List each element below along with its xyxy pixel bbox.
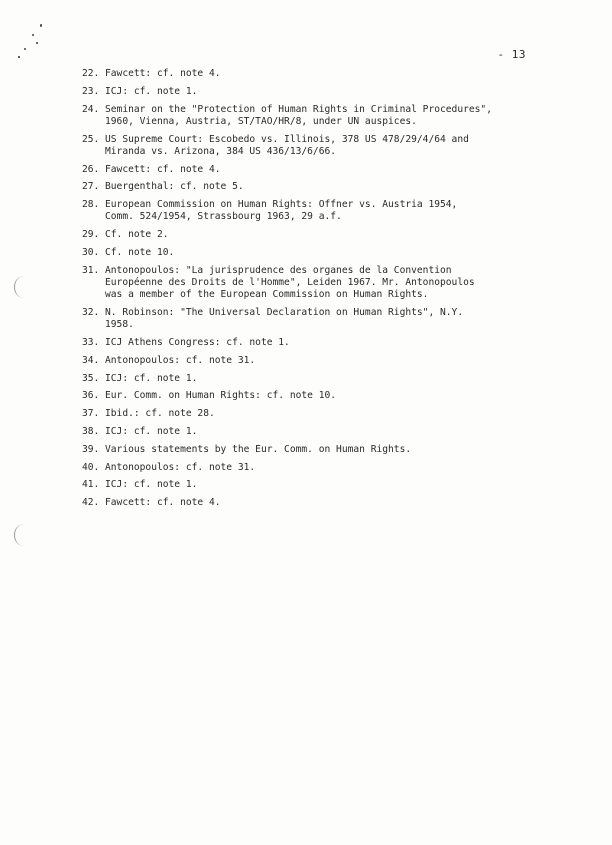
endnote-number: 36. (82, 390, 100, 402)
endnote-item (82, 497, 522, 509)
endnote-item (82, 426, 522, 438)
endnote-number: 42. (82, 497, 100, 509)
endnote-number: 41. (82, 479, 100, 491)
punch-hole-mark-upper (14, 276, 33, 298)
endnote-text: Buergenthal: cf. note 5. (105, 181, 244, 193)
endnote-text: Cf. note 10. (105, 246, 175, 258)
endnotes-list (82, 68, 522, 515)
endnote-item (82, 408, 522, 420)
endnote-text: Antonopoulos: cf. note 31. (105, 354, 256, 366)
endnote-number: 37. (82, 408, 100, 420)
endnote-item (82, 355, 522, 367)
endnote-number: 25. (82, 133, 100, 145)
endnote-text: European Commission on Human Rights: Offner vs. Austria 1954, Comm. 524/1954, Strassbourg 1963, 29 a.f. (105, 199, 458, 223)
endnote-text: Seminar on the "Protection of Human Rights in Criminal Procedures", 1960, Vienna, Austria, ST/TAO/HR/8, under UN auspices. (105, 103, 492, 127)
endnote-item (82, 134, 522, 158)
endnote-number: 24. (82, 103, 100, 115)
endnote-number: 32. (82, 306, 100, 318)
endnote-item (82, 164, 522, 176)
punch-hole-mark-lower (14, 524, 33, 546)
page-number: - 13 (497, 48, 526, 61)
endnote-number: 29. (82, 229, 100, 241)
endnote-text: Antonopoulos: cf. note 31. (105, 461, 256, 473)
endnote-item (82, 229, 522, 241)
endnote-item (82, 462, 522, 474)
endnote-text: Fawcett: cf. note 4. (105, 163, 221, 175)
endnote-number: 22. (82, 68, 100, 79)
endnote-item (82, 181, 522, 193)
endnote-text: Various statements by the Eur. Comm. on Human Rights. (105, 443, 412, 455)
endnote-item (82, 337, 522, 349)
endnote-text: ICJ: cf. note 1. (105, 85, 198, 97)
endnote-item (82, 86, 522, 98)
endnote-number: 30. (82, 246, 100, 258)
endnote-number: 35. (82, 372, 100, 384)
endnote-text: ICJ: cf. note 1. (105, 372, 198, 384)
endnote-item (82, 247, 522, 259)
endnote-number: 26. (82, 163, 100, 175)
endnote-text: Eur. Comm. on Human Rights: cf. note 10. (105, 390, 337, 402)
endnote-number: 34. (82, 354, 100, 366)
endnote-item (82, 104, 522, 128)
endnote-text: ICJ Athens Congress: cf. note 1. (105, 336, 290, 348)
endnote-item (82, 265, 522, 302)
endnote-text: Antonopoulos: "La jurisprudence des organes de la Convention Européenne des Droits de l'Homme", Leiden 1967. Mr. Antonopoulos was a member of the European Commission on Human Rights. (105, 264, 475, 301)
endnote-text: Ibid.: cf. note 28. (105, 408, 215, 420)
endnote-item (82, 307, 522, 331)
endnote-item (82, 390, 522, 402)
endnote-text: Cf. note 2. (105, 229, 169, 241)
endnote-number: 27. (82, 181, 100, 193)
endnote-text: Fawcett: cf. note 4. (105, 497, 221, 509)
endnote-item (82, 479, 522, 491)
endnote-number: 23. (82, 85, 100, 97)
endnote-number: 33. (82, 336, 100, 348)
endnote-text: N. Robinson: "The Universal Declaration on Human Rights", N.Y. 1958. (105, 306, 464, 331)
endnote-number: 39. (82, 443, 100, 455)
endnote-number: 40. (82, 461, 100, 473)
endnote-number: 38. (82, 425, 100, 437)
endnote-text: US Supreme Court: Escobedo vs. Illinois, 378 US 478/29/4/64 and Miranda vs. Arizona, 384 US 436/13/6/66. (105, 133, 469, 157)
endnote-number: 31. (82, 264, 100, 276)
endnote-item (82, 373, 522, 385)
endnote-text: ICJ: cf. note 1. (105, 425, 198, 437)
endnote-item (82, 199, 522, 223)
endnote-text: Fawcett: cf. note 4. (105, 68, 221, 79)
endnote-item (82, 444, 522, 456)
endnote-text: ICJ: cf. note 1. (105, 479, 198, 491)
endnote-item (82, 68, 522, 80)
endnote-number: 28. (82, 199, 100, 211)
